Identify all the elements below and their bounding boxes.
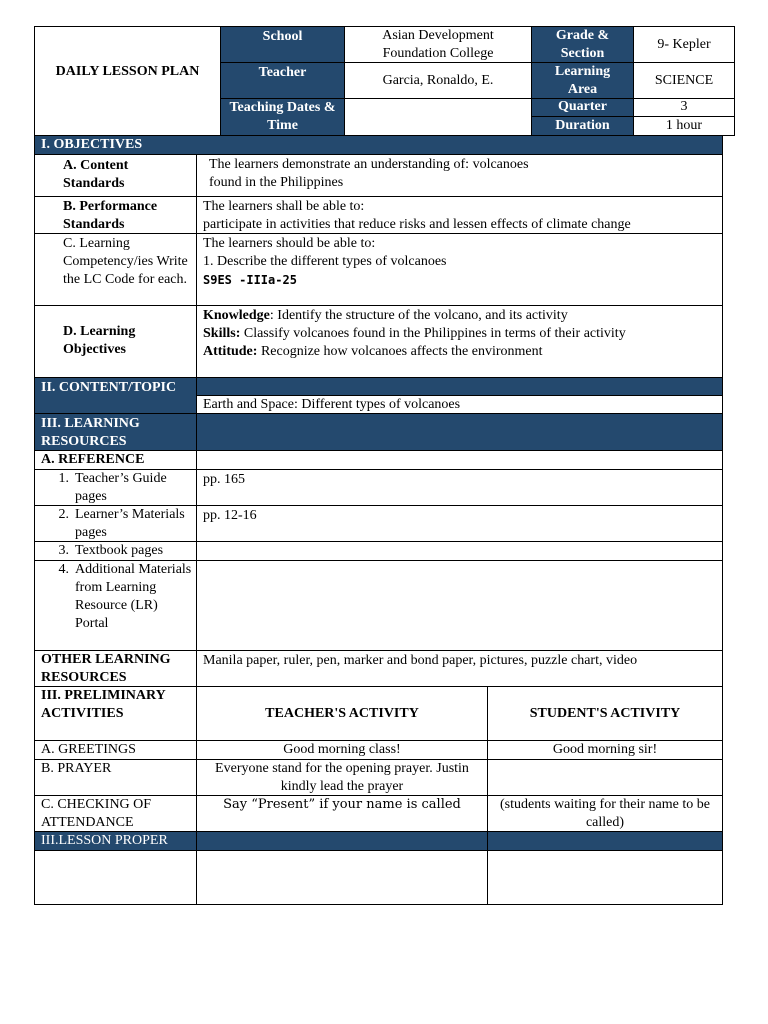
knowledge-text: : Identify the structure of the volcano, and its activity [269,308,568,323]
school-label: School [262,29,303,44]
duration-label-cell [531,116,634,136]
knowledge-objective [203,307,716,325]
knowledge-label: Knowledge [203,308,270,323]
quarter-label-cell [531,98,634,117]
teacher-activity-header: TEACHER'S ACTIVITY [265,706,419,721]
ref-item-num: 4. [58,562,69,577]
ref-value-additional-materials [196,560,723,651]
prayer-label-cell [34,759,197,796]
quarter-value-cell [633,98,735,117]
learning-competency-label: C. Learning Competency/ies Write the LC Code for each. [63,236,188,287]
school-label-cell [220,26,345,63]
student-activity: Good morning sir! [552,742,658,757]
dates-label-cell [220,98,345,136]
learning-objectives-label: D. Learning Objectives [63,324,136,357]
attendance-teacher-cell [196,795,488,832]
learning-competency-value-cell [196,233,723,306]
teacher-value-cell [344,62,532,99]
lesson-proper-label-blank [34,850,197,905]
teacher-label: Teacher [258,65,307,80]
resources-bar [196,413,723,451]
student-activity: (students waiting for their name to be called) [500,797,710,830]
ref-item-num: 2. [58,507,69,522]
content-heading-cell [34,377,197,414]
content-standards-line2: found in the Philippines [209,175,344,190]
content-heading: II. CONTENT/TOPIC [41,380,177,395]
skills-text: Classify volcanoes found in the Philippines in terms of their activity [240,326,626,341]
doc-title-cell [34,26,221,136]
ref-item-teachers-guide [34,469,197,506]
other-resources-label-cell [34,650,197,687]
lesson-proper-teacher-bar [196,831,488,851]
ref-item-label: Learner’s Materials pages [75,507,185,540]
performance-standards-label: B. Performance Standards [63,199,158,232]
teacher-value: Garcia, Ronaldo, E. [382,73,494,88]
lc-code: S9ES -IIIa-25 [203,273,297,287]
reference-heading: A. REFERENCE [41,452,145,467]
area-label: Learning Area [554,64,611,97]
objectives-heading: I. OBJECTIVES [41,137,143,152]
resources-heading-cell [34,413,197,451]
grade-label: Grade & Section [555,28,610,61]
content-topic-cell [196,395,723,414]
ref-item-value: pp. 165 [203,472,245,487]
ref-item-label: Additional Materials from Learning Resource (LR) Portal [75,562,192,631]
student-activity-header: STUDENT'S ACTIVITY [529,706,681,721]
teacher-activity: Say “Present” if your name is called [223,797,461,812]
reference-heading-blank [196,450,723,470]
prayer-teacher-cell [196,759,488,796]
attitude-text: Recognize how volcanoes affects the environment [257,344,543,359]
ref-item-label: Textbook pages [75,543,164,558]
teacher-label-cell [220,62,345,99]
grade-label-cell [531,26,634,63]
attendance-student-cell [487,795,723,832]
greetings-label-cell [34,740,197,760]
teacher-activity: Good morning class! [283,742,401,757]
content-standards-value-cell [196,154,723,197]
other-resources-label: OTHER LEARNING RESOURCES [41,652,171,685]
school-value-cell [344,26,532,63]
prayer-student-cell [487,759,723,796]
other-resources-value-cell [196,650,723,687]
duration-value-cell [633,116,735,136]
learning-objectives-value-cell [196,305,723,378]
content-standards-label: A. Content Standards [63,158,129,191]
ref-value-teachers-guide [196,469,723,506]
area-value: SCIENCE [654,73,714,88]
duration-value: 1 hour [665,118,703,133]
teacher-activity: Everyone stand for the opening prayer. Justin kindly lead the prayer [215,761,469,794]
quarter-value: 3 [680,99,688,114]
ref-item-learners-materials [34,505,197,542]
lesson-proper-student-bar [487,831,723,851]
learning-competency-label-cell [34,233,197,306]
performance-standards-line2: participate in activities that reduce risks and lessen effects of climate change [203,217,631,232]
school-value: Asian Development Foundation College [382,28,494,61]
resources-heading: III. LEARNING RESOURCES [41,416,140,449]
lesson-proper-heading: III.LESSON PROPER [41,833,168,848]
ref-value-textbook [196,541,723,561]
attendance-label-cell [34,795,197,832]
skills-objective [203,325,716,343]
dates-label: Teaching Dates & Time [229,100,336,133]
ref-item-num: 1. [58,471,69,486]
dates-value-cell [344,98,532,136]
ref-item-num: 3. [58,543,69,558]
activity-label: B. PRAYER [41,761,112,776]
learning-objectives-label-cell [34,305,197,378]
content-standards-label-cell [34,154,197,197]
objectives-heading-bar [34,135,723,155]
area-label-cell [531,62,634,99]
ref-value-learners-materials [196,505,723,542]
content-standards-line1: The learners demonstrate an understanding of: volcanoes [209,157,529,172]
performance-standards-line1: The learners shall be able to: [203,199,365,214]
greetings-teacher-cell [196,740,488,760]
lesson-proper-label-cell [34,831,197,851]
lesson-proper-teacher-blank [196,850,488,905]
learning-competency-line2: 1. Describe the different types of volcanoes [203,254,447,269]
teacher-activity-header-cell [196,686,488,741]
content-bar-top [196,377,723,396]
reference-heading-cell [34,450,197,470]
preliminary-heading: III. PRELIMINARY ACTIVITIES [41,688,166,721]
lesson-proper-student-blank [487,850,723,905]
performance-standards-label-cell [34,196,197,234]
preliminary-heading-cell [34,686,197,741]
duration-label: Duration [555,118,610,133]
student-activity-header-cell [487,686,723,741]
ref-item-additional-materials [34,560,197,651]
grade-value: 9- Kepler [657,37,711,52]
ref-item-value: pp. 12-16 [203,508,257,523]
content-topic: Earth and Space: Different types of volcanoes [203,397,461,412]
attitude-label: Attitude: [203,344,258,359]
activity-label: C. CHECKING OF ATTENDANCE [41,797,152,830]
performance-standards-value-cell [196,196,723,234]
learning-competency-line1: The learners should be able to: [203,236,376,251]
ref-item-textbook [34,541,197,561]
skills-label: Skills: [203,326,241,341]
grade-value-cell [633,26,735,63]
other-resources-value: Manila paper, ruler, pen, marker and bond paper, pictures, puzzle chart, video [203,653,638,668]
activity-label: A. GREETINGS [41,742,136,757]
attitude-objective [203,343,716,361]
greetings-student-cell [487,740,723,760]
quarter-label: Quarter [558,99,607,114]
ref-item-label: Teacher’s Guide pages [75,471,167,504]
doc-title: DAILY LESSON PLAN [55,64,200,79]
area-value-cell [633,62,735,99]
